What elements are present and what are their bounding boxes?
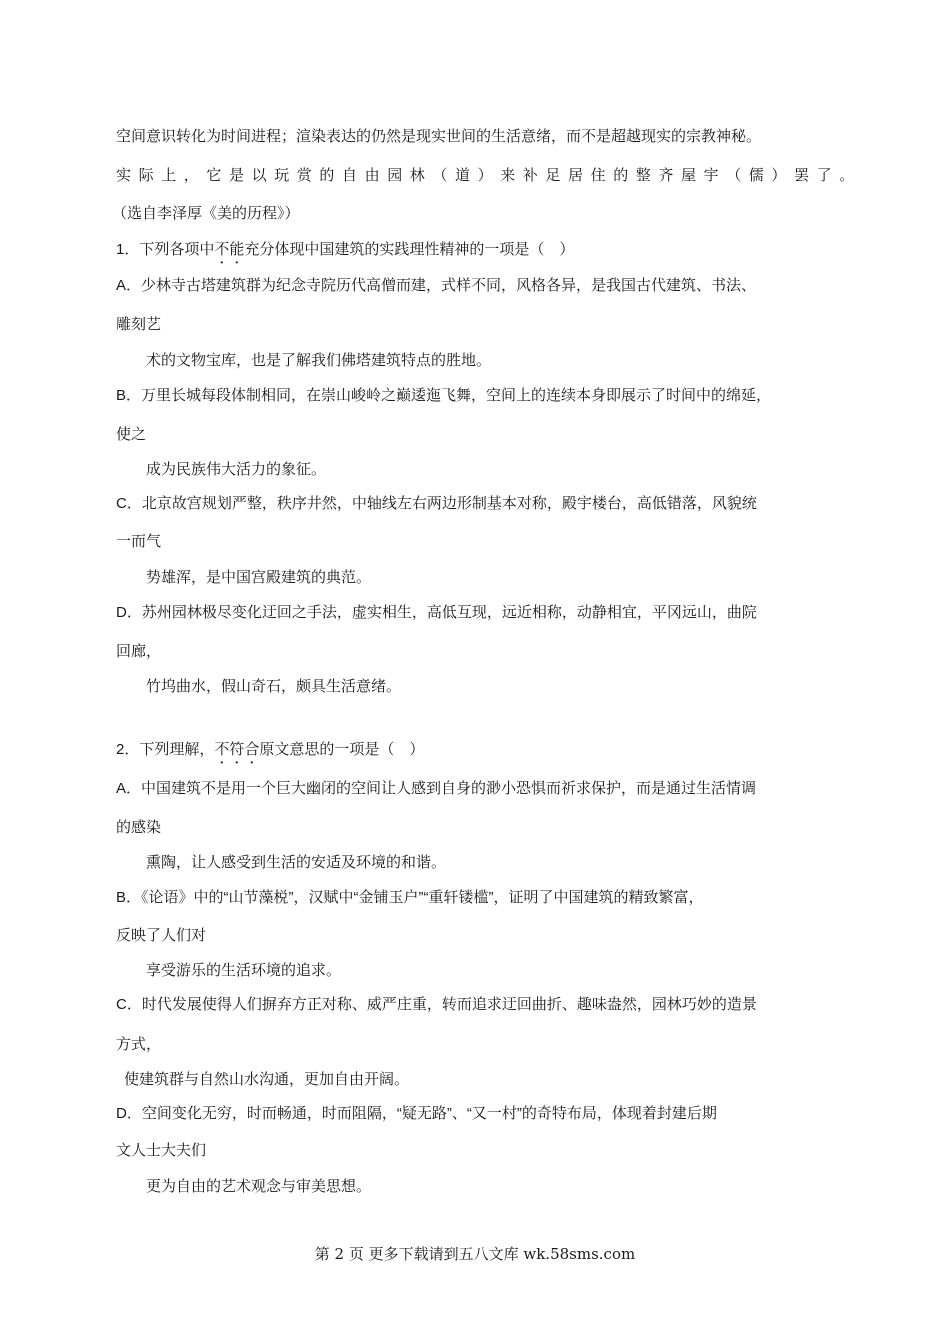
question-2-stem-suffix: 原文意思的一项是（ ） (259, 741, 425, 758)
q2-option-a-line3: 熏陶，让人感受到生活的安适及环境的和谐。 (146, 853, 447, 871)
q2-option-c-line2: 方式， (116, 1035, 162, 1053)
q1-option-a-line3: 术的文物宝库，也是了解我们佛塔建筑特点的胜地。 (146, 351, 492, 369)
q1-option-b-line1: B．万里长城每段体制相同，在崇山峻岭之巅逶迤飞舞，空间上的连续本身即展示了时间中的绵延， (116, 387, 772, 404)
q2-option-d-line3: 更为自由的艺术观念与审美思想。 (146, 1177, 372, 1195)
q1-option-a-line2: 雕刻艺 (116, 315, 162, 333)
q2-option-d-line1: D．空间变化无穷，时而畅通，时而阻隔，“疑无路”、“又一村”的奇特布局，体现着封建后期 (116, 1105, 717, 1122)
q1-option-d-line2: 回廊， (116, 642, 162, 660)
passage-line-1: 空间意识转化为时间进程；渲染表达的仍然是现实世间的生活意绪，而不是超越现实的宗教神秘。 (116, 127, 762, 145)
question-1-stem-suffix: 充分体现中国建筑的实践理性精神的一项是（ ） (244, 241, 575, 258)
question-2-stem-prefix: 2．下列理解， (116, 741, 215, 758)
passage-source: （选自李泽厚《美的历程》） (112, 204, 300, 222)
q1-option-b-line3: 成为民族伟大活力的象征。 (146, 460, 327, 478)
q1-option-a-line1: A．少林寺古塔建筑群为纪念寺院历代高僧而建，式样不同，风格各异，是我国古代建筑、书法、 (116, 277, 757, 294)
q1-option-c-line2: 一而气 (116, 532, 162, 550)
q2-option-b-line1: B．《论语》中的“山节藻棁”，汉赋中“金铺玉户”“重轩镂槛”，证明了中国建筑的精致繁富， (116, 889, 704, 906)
q1-option-d-line3: 竹坞曲水，假山奇石，颇具生活意绪。 (146, 677, 402, 695)
q2-option-b-line2: 反映了人们对 (116, 926, 207, 944)
q2-option-d-line2: 文人士大夫们 (116, 1141, 207, 1159)
q1-option-d-line1: D．苏州园林极尽变化迂回之手法，虚实相生，高低互现，远近相称，动静相宜，平冈远山，曲院 (116, 604, 757, 621)
page-footer: 第 2 页 更多下载请到五八文库 wk.58sms.com (314, 1245, 636, 1263)
question-1-stem-prefix: 1．下列各项中 (116, 241, 215, 258)
question-1-stem-emphasis: 不能 (214, 241, 245, 258)
question-2-stem (116, 740, 846, 767)
q1-option-c-line1: C．北京故宫规划严整，秩序井然，中轴线左右两边形制基本对称，殿宇楼台，高低错落，风貌统 (116, 495, 757, 512)
q2-option-a-line1: A．中国建筑不是用一个巨大幽闭的空间让人感到自身的渺小恐惧而祈求保护，而是通过生活情调 (116, 780, 757, 797)
q2-option-b-line3: 享受游乐的生活环境的追求。 (146, 961, 342, 979)
passage-line-2: 实际上，它是以玩赏的自由园林（道）来补足居住的整齐屋宇（儒）罢了。 (116, 166, 862, 184)
q1-option-c-line3: 势雄浑，是中国宫殿建筑的典范。 (146, 568, 372, 586)
q2-option-c-line1: C．时代发展使得人们摒弃方正对称、威严庄重，转而追求迂回曲折、趣味盎然，园林巧妙的造景 (116, 996, 757, 1013)
q2-option-a-line2: 的感染 (116, 818, 162, 836)
q1-option-b-line2: 使之 (116, 425, 147, 443)
question-1-stem (116, 240, 846, 267)
q2-option-c-line3: 使建筑群与自然山水沟通，更加自由开阔。 (124, 1070, 410, 1088)
question-2-stem-emphasis: 不符合 (214, 741, 260, 758)
